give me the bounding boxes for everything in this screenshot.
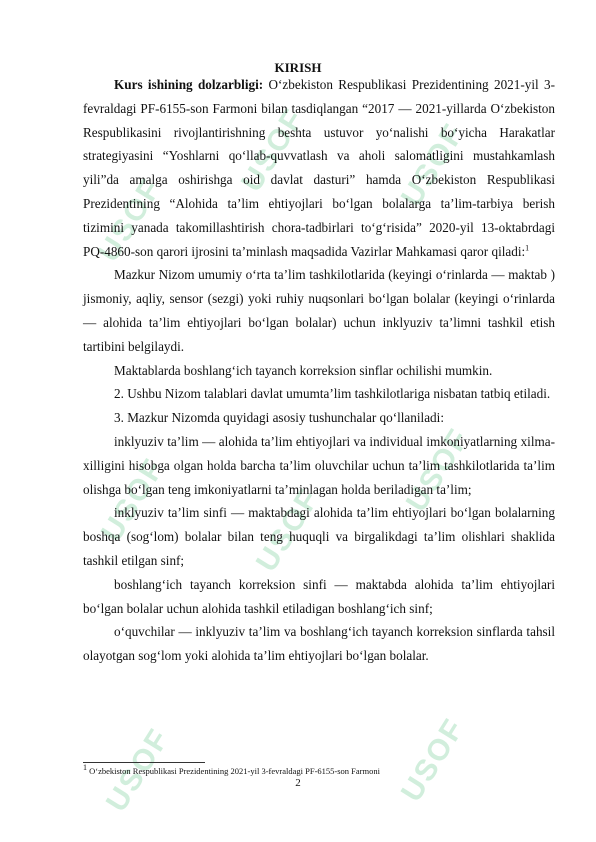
- footnote-reference: 1: [525, 243, 530, 253]
- paragraph: 2. Ushbu Nizom talablari davlat umumta’lim tashkilotlariga nisbatan tatbiq etiladi.: [114, 386, 551, 402]
- watermark: USOF: [250, 482, 327, 578]
- paragraph: Maktablarda boshlang‘ich tayanch korreksion sinflar ochilishi mumkin.: [114, 362, 493, 378]
- watermark: USOF: [395, 712, 472, 808]
- footnote: [83, 763, 555, 777]
- paragraph-relevance: [83, 73, 555, 263]
- footnote-text: O‘zbekiston Respublikasi Prezidentining 2021-yil 3-fevraldagi PF-6155-son Farmoni: [87, 766, 380, 776]
- page-number: 2: [295, 777, 301, 789]
- footnote-divider: [83, 762, 205, 763]
- watermark: USOF: [235, 102, 312, 198]
- watermark: USOF: [92, 172, 169, 268]
- watermark: USOF: [395, 117, 472, 213]
- paragraph-text: O‘zbekiston Respublikasi Prezidentining 2021-yil 3-fevraldagi PF-6155-son Farmoni bilan tasdiqlangan “2017 — 2021-yillarda O‘zbekiston Respublikasini rivojlantirishning beshta ustuvor yo‘nalishi bo‘yicha Harakatlar strategiyasini “Yoshlarni qo‘llab-quvvatlash va aholi salomatligini mustahkamlash yili”da amalga oshirishga oid davlat dasturi” hamda O‘zbekiston Respublikasi Prezidentining “Alohida ta’lim ehtiyojlari bo‘lgan bolalarga ta’lim-tarbiya berish tizimini yanada takomillashtirish chora-tadbirlari to‘g‘risida” 2020-yil 13-oktabrdagi PQ-4860-son qarori ijrosini ta’minlash maqsadida Vazirlar Mahkamasi qaror qiladi:: [83, 77, 555, 259]
- definition-paragraph: inklyuziv ta’lim sinfi — maktabdagi alohida ta’lim ehtiyojlari bo‘lgan bolalarning boshqa (sog‘lom) bolalar bilan teng huquqli va birgalikdagi ta’lim olishlari shaklida tashkil etilgan sinf;: [83, 505, 555, 568]
- definition-paragraph: o‘quvchilar — inklyuziv ta’lim va boshlang‘ich tayanch korreksion sinflarda tahsil olayotgan sog‘lom yoki alohida ta’lim ehtiyojlari bo‘lgan bolalar.: [83, 624, 555, 664]
- watermark: USOF: [95, 452, 172, 548]
- watermark: USOF: [100, 722, 177, 818]
- definition-paragraph: boshlang‘ich tayanch korreksion sinfi — maktabda alohida ta’lim ehtiyojlari bo‘lgan bolalar uchun alohida tashkil etiladigan boshlang‘ich sinf;: [83, 576, 555, 616]
- watermark: USOF: [400, 422, 477, 518]
- page-heading: KIRISH: [274, 60, 322, 75]
- paragraph: 3. Mazkur Nizomda quyidagi asosiy tushunchalar qo‘llaniladi:: [114, 410, 444, 426]
- footnote-number: 1: [83, 763, 87, 773]
- paragraph: Mazkur Nizom umumiy o‘rta ta’lim tashkilotlarida (keyingi o‘rinlarda — maktab ) jismoniy, aqliy, sensor (sezgi) yoki ruhiy nuqsonlari bo‘lgan bolalar (keyingi o‘rinlarda — alohida ta’lim ehtiyojlari bo‘lgan bolalar) uchun inklyuziv ta’limni tashkil etish tartibini belgilaydi.: [83, 267, 555, 354]
- body-text: [83, 73, 555, 668]
- definition-paragraph: inklyuziv ta’lim — alohida ta’lim ehtiyojlari va individual imkoniyatlarning xilma-xilligini hisobga olgan holda barcha ta’lim oluvchilar uchun ta’lim tashkilotlarida ta’lim olishga bo‘lgan teng imkoniyatlarni ta’minlagan holda beriladigan ta’lim;: [83, 433, 555, 497]
- paragraph-lead: Kurs ishining dolzarbligi:: [114, 77, 264, 92]
